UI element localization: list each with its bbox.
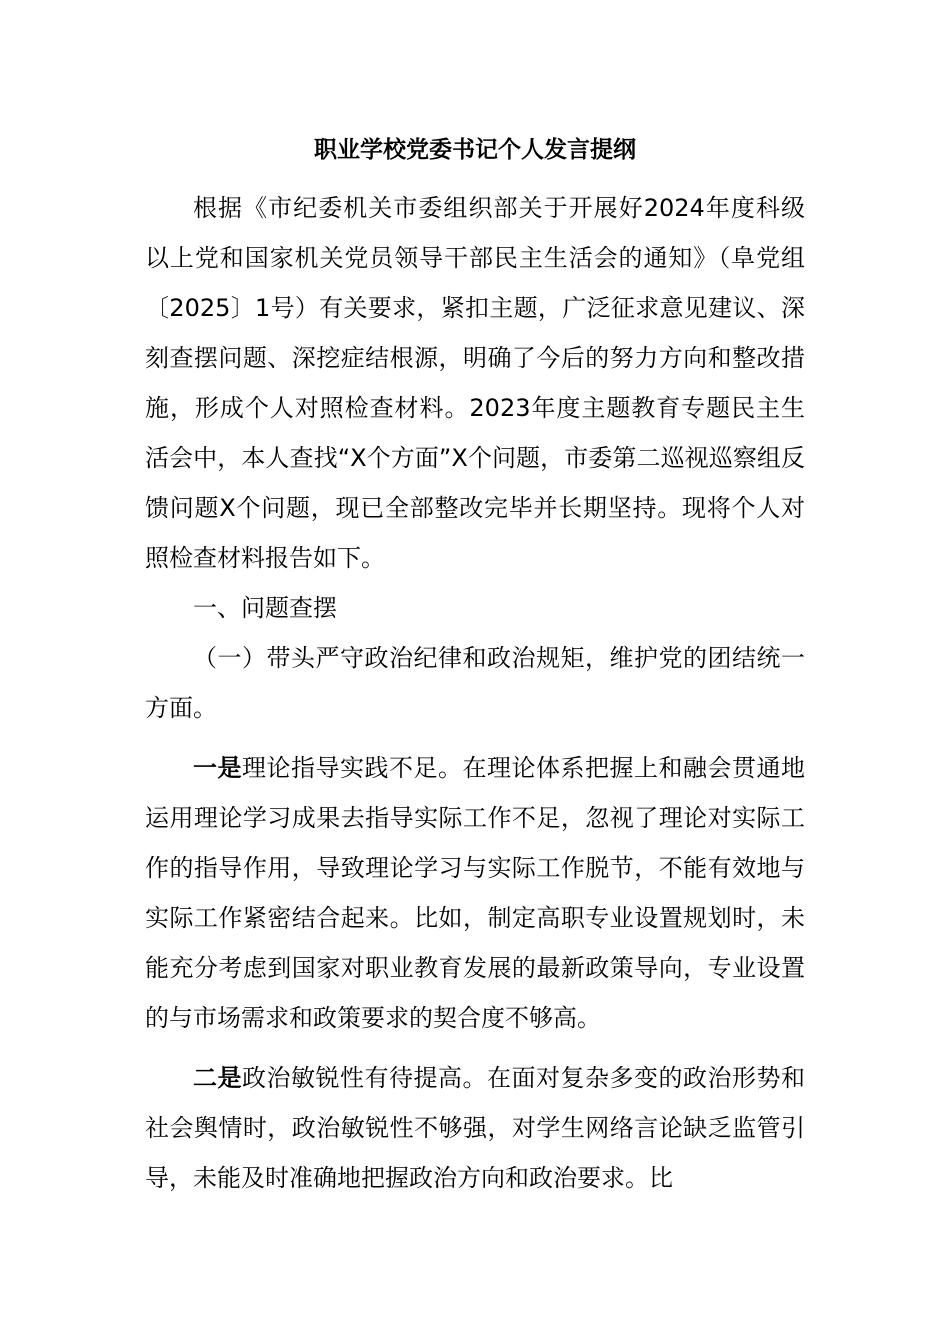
document-body xyxy=(145,183,805,1203)
problem-item-1 xyxy=(145,743,805,1043)
intro-paragraph: 根据《市纪委机关市委组织部关于开展好2024年度科级以上党和国家机关党员领导干部民主生活会的通知》（阜党组〔2025〕1号）有关要求，紧扣主题，广泛征求意见建议、深刻查摆问题、深挖症结根源，明确了今后的努力方向和整改措施，形成个人对照检查材料。2023年度主题教育专题民主生活会中，本人查找“X个方面”X个问题，市委第二巡视巡察组反馈问题X个问题，现已全部整改完毕并长期坚持。现将个人对照检查材料报告如下。 xyxy=(145,194,805,572)
problem-item-2 xyxy=(145,1053,805,1203)
item-1-lead: 一是 xyxy=(193,754,242,782)
section-heading: 一、问题查摆 xyxy=(193,594,337,622)
item-1-text: 理论指导实践不足。在理论体系把握上和融会贯通地运用理论学习成果去指导实际工作不足，忽视了理论对实际工作的指导作用，导致理论学习与实际工作脱节，不能有效地与实际工作紧密结合起来。比如，制定高职专业设置规划时，未能充分考虑到国家对职业教育发展的最新政策导向，专业设置的与市场需求和政策要求的契合度不够高。 xyxy=(145,754,805,1032)
item-2-lead: 二是 xyxy=(193,1064,242,1092)
document-title: 职业学校党委书记个人发言提纲 xyxy=(314,137,636,163)
subsection-heading: （一）带头严守政治纪律和政治规矩，维护党的团结统一方面。 xyxy=(145,644,805,722)
item-2-text: 政治敏锐性有待提高。在面对复杂多变的政治形势和社会舆情时，政治敏锐性不够强，对学生网络言论缺乏监管引导，未能及时准确地把握政治方向和政治要求。比 xyxy=(145,1064,805,1192)
